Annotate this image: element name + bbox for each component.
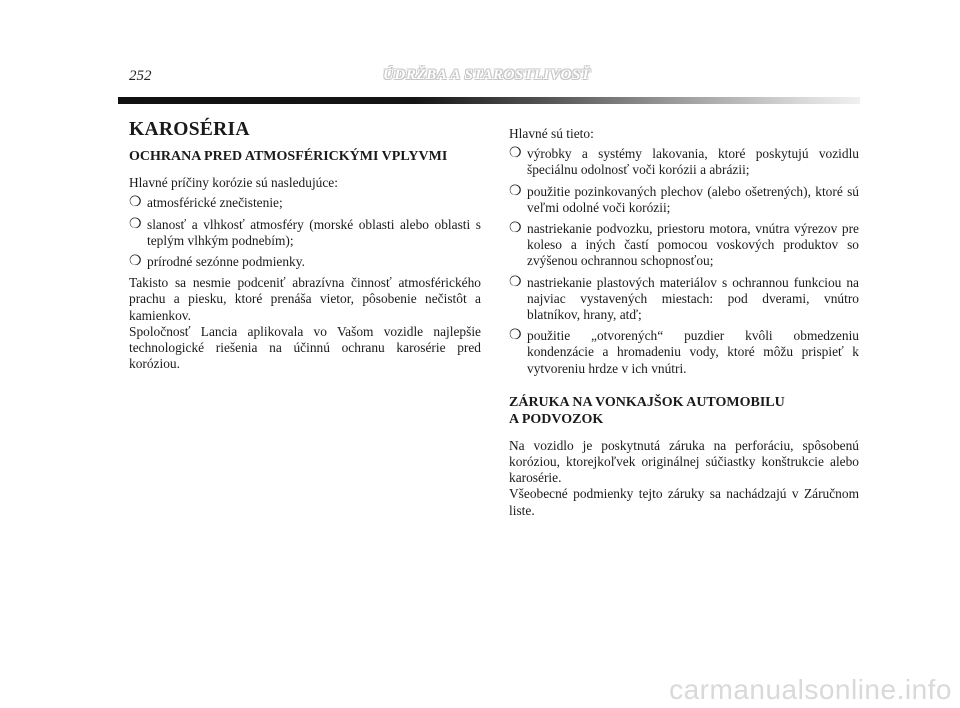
paragraph: Všeobecné podmienky tejto záruky sa nachádzajú v Záručnom liste. bbox=[509, 486, 859, 518]
circle-bullet-icon: ❍ bbox=[129, 195, 142, 211]
list-item: ❍ slanosť a vlhkosť atmosféry (morské oblasti alebo oblasti s teplým vlhkým podnebím); bbox=[129, 216, 481, 248]
circle-bullet-icon: ❍ bbox=[129, 254, 142, 270]
paragraph: Na vozidlo je poskytnutá záruka na perforáciu, spôsobenú koróziou, ktorejkoľvek originálnej súčiastky konštrukcie alebo karosérie. bbox=[509, 437, 859, 486]
bullet-list bbox=[509, 146, 859, 377]
intro-text: Hlavné príčiny korózie sú nasledujúce: bbox=[129, 175, 338, 191]
list-item: ❍ atmosférické znečistenie; bbox=[129, 195, 283, 211]
paragraph: Takisto sa nesmie podceniť abrazívna činnosť atmosférického prachu a piesku, ktoré prenáša vietor, pôsobenie nečistôt a kamienkov. bbox=[129, 275, 481, 323]
circle-bullet-icon: ❍ bbox=[129, 216, 142, 232]
list-item: ❍ použitie „otvorených“ puzdier kvôli obmedzeniu kondenzácie a hromadeniu vody, ktoré môžu prispieť k vytvoreniu hrdze v ich vnútri. bbox=[509, 328, 859, 376]
list-item: ❍ nastriekanie plastových materiálov s ochrannou funkciou na najviac vystavených miestach: pod dverami, vnútro blatníkov, hrany, atď; bbox=[509, 274, 859, 323]
left-column bbox=[129, 112, 481, 372]
bullet-list bbox=[129, 195, 481, 270]
subsection-title: ZÁRUKA NA VONKAJŠOK AUTOMOBILU A PODVOZOK bbox=[509, 394, 785, 427]
circle-bullet-icon: ❍ bbox=[509, 221, 522, 237]
circle-bullet-icon: ❍ bbox=[509, 146, 522, 162]
running-head: ÚDRŽBA A STAROSTLIVOSŤ bbox=[383, 67, 591, 83]
watermark-logo: carmanualsonline.info bbox=[669, 674, 952, 705]
page-number: 252 bbox=[129, 68, 152, 84]
circle-bullet-icon: ❍ bbox=[509, 274, 522, 290]
circle-bullet-icon: ❍ bbox=[509, 183, 522, 199]
subsection-title: OCHRANA PRED ATMOSFÉRICKÝMI VPLYVMI bbox=[129, 149, 448, 165]
right-column bbox=[509, 112, 859, 519]
list-item: ❍ prírodné sezónne podmienky. bbox=[129, 254, 305, 270]
header-gradient-bar bbox=[118, 97, 860, 104]
list-item: ❍ výrobky a systémy lakovania, ktoré poskytujú vozidlu špeciálnu odolnosť voči korózii a abrázii; bbox=[509, 146, 859, 178]
section-title: KAROSÉRIA bbox=[129, 119, 250, 140]
circle-bullet-icon: ❍ bbox=[509, 328, 522, 344]
intro-text: Hlavné sú tieto: bbox=[509, 126, 594, 141]
list-item: ❍ nastriekanie podvozku, priestoru motora, vnútra výrezov pre koleso a iných častí pomocou voskových produktov so zvýšenou ochrannou schopnosťou; bbox=[509, 221, 859, 269]
list-item: ❍ použitie pozinkovaných plechov (alebo ošetrených), ktoré sú veľmi odolné voči korózii; bbox=[509, 183, 859, 215]
paragraph: Spoločnosť Lancia aplikovala vo Vašom vozidle najlepšie technologické riešenia na účinnú ochranu karosérie pred koróziou. bbox=[129, 323, 481, 372]
